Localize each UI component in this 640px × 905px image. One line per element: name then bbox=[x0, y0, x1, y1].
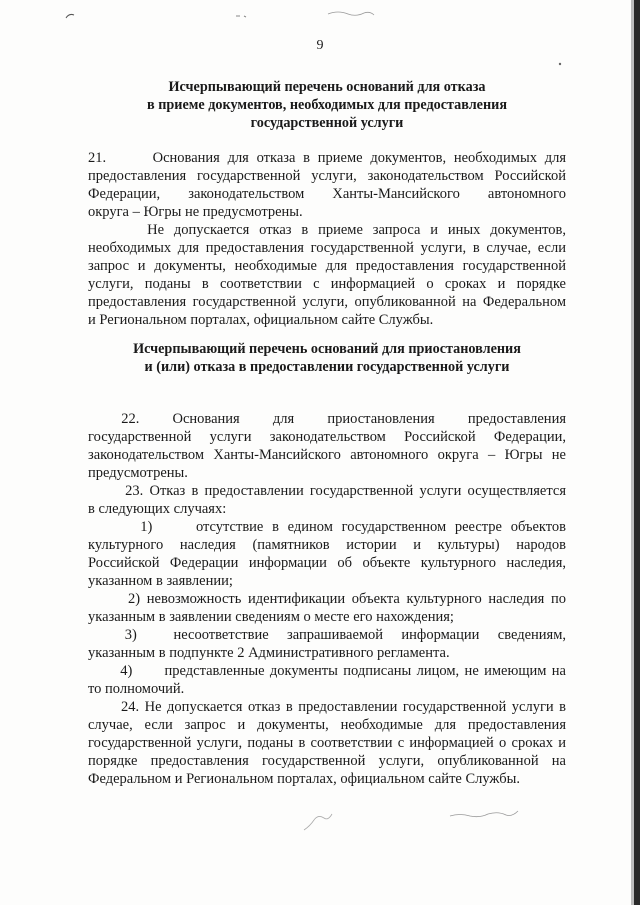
text-line: государственной услуги, поданы в соответствии с информацией о сроках и bbox=[88, 735, 566, 751]
text-line: 4) представленные документы подписаны лицом, не имеющим на bbox=[88, 663, 566, 679]
text-line: округа – Югры не предусмотрены. bbox=[88, 204, 303, 220]
text-line: Федерации, законодательством Ханты-Мансийского автономного bbox=[88, 186, 566, 202]
paragraph-21 bbox=[88, 149, 566, 221]
heading-line: государственной услуги bbox=[250, 115, 404, 131]
text-line: 23. Отказ в предоставлении государственной услуги осуществляется bbox=[88, 483, 566, 499]
text-line: Не допускается отказ в приеме запроса и иных документов, bbox=[88, 222, 566, 238]
text-line: указанным в заявлении сведениям о месте его нахождения; bbox=[88, 609, 454, 625]
text-line: предусмотрены. bbox=[88, 465, 188, 481]
paragraph-24 bbox=[88, 698, 566, 788]
list-item-4 bbox=[88, 662, 566, 698]
text-line: 21. Основания для отказа в приеме документов, необходимых для bbox=[88, 150, 566, 166]
scan-edge bbox=[634, 0, 640, 905]
text-line: и Региональном порталах, официальном сайте Службы. bbox=[88, 312, 434, 328]
text-line: 3) несоответствие запрашиваемой информации сведениям, bbox=[88, 627, 566, 643]
text-line: то полномочий. bbox=[88, 681, 185, 697]
page-number: 9 bbox=[316, 38, 324, 53]
text-line: указанном в заявлении; bbox=[88, 573, 233, 589]
scan-artifact-dot bbox=[556, 60, 566, 70]
text-line: законодательством Ханты-Мансийского автономного округа – Югры не bbox=[88, 447, 566, 463]
list-item-2 bbox=[88, 590, 566, 626]
text-line: запрос и документы, необходимые для предоставления государственной bbox=[88, 258, 566, 274]
text-line: предоставления государственной услуги, опубликованной на Федеральном bbox=[88, 294, 566, 310]
scan-artifact-bottom bbox=[300, 800, 360, 840]
text-line: 1) отсутствие в едином государственном реестре объектов bbox=[88, 519, 566, 535]
heading-line: Исчерпывающий перечень оснований для приостановления bbox=[133, 341, 521, 357]
text-line: 2) невозможность идентификации объекта культурного наследия по bbox=[88, 591, 566, 607]
heading-line: в приеме документов, необходимых для предоставления bbox=[147, 97, 507, 113]
text-line: предоставления государственной услуги, законодательством Российской bbox=[88, 168, 566, 184]
text-line: услуги, поданы в соответствии с информацией о сроках и порядке bbox=[88, 276, 566, 292]
text-line: порядке предоставления государственной услуги, опубликованной на bbox=[88, 753, 566, 769]
text-line: 24. Не допускается отказ в предоставлении государственной услуги в bbox=[88, 699, 566, 715]
heading-line: Исчерпывающий перечень оснований для отказа bbox=[168, 79, 486, 95]
scan-artifact-signature bbox=[448, 804, 528, 824]
list-item-1 bbox=[88, 518, 566, 590]
text-line: в следующих случаях: bbox=[88, 501, 227, 517]
text-line: 22. Основания для приостановления предоставления bbox=[88, 411, 566, 427]
text-line: необходимых для предоставления государственной услуги, в случае, если bbox=[88, 240, 566, 256]
heading-line: и (или) отказа в предоставлении государственной услуги bbox=[144, 359, 510, 375]
section-heading-suspension-refusal bbox=[88, 340, 566, 376]
section-heading-refusal-acceptance bbox=[88, 78, 566, 132]
list-item-3 bbox=[88, 626, 566, 662]
text-line: культурного наследия (памятников истории и культуры) народов bbox=[88, 537, 566, 553]
scan-artifact-top bbox=[60, 4, 420, 28]
text-line: Российской Федерации информации об объекте культурного наследия, bbox=[88, 555, 566, 571]
paragraph-23 bbox=[88, 482, 566, 518]
text-line: случае, если запрос и документы, необходимые для предоставления bbox=[88, 717, 566, 733]
paragraph-no-refusal bbox=[88, 221, 566, 329]
text-line: Федеральном и Региональном порталах, официальном сайте Службы. bbox=[88, 771, 520, 787]
paragraph-22 bbox=[88, 410, 566, 482]
text-line: государственной услуги законодательством Российской Федерации, bbox=[88, 429, 566, 445]
text-line: указанным в подпункте 2 Административного регламента. bbox=[88, 645, 450, 661]
